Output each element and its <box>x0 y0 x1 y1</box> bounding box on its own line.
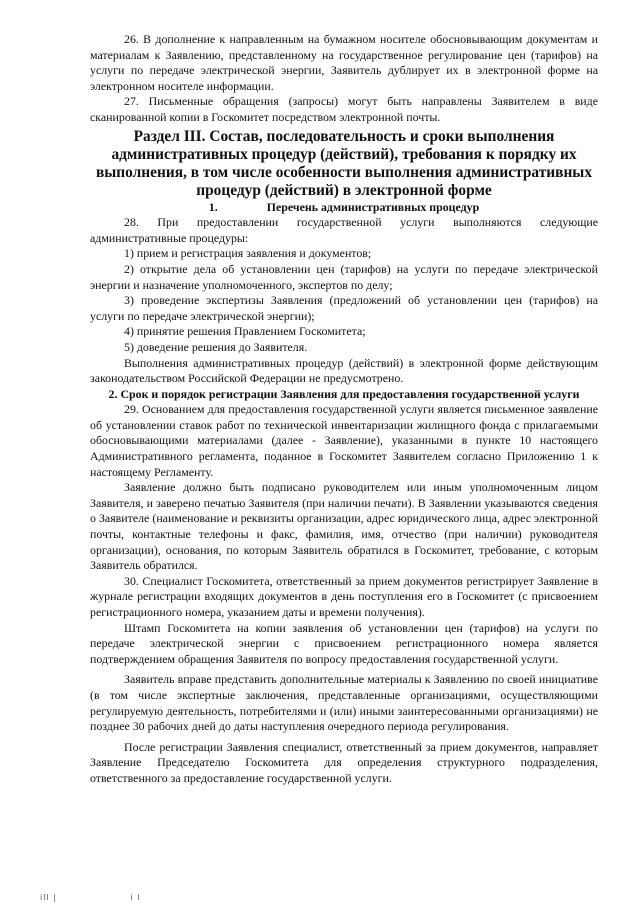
list-item-4: 4) принятие решения Правлением Госкомитета; <box>124 324 366 339</box>
paragraph-29: 29. Основанием для предоставления государственной услуги является письменное заявление об установлении ставок работ по технической инвентаризации жилищного фонда с прилагаемыми обосновывающими материалами (далее - Заявление), указанными в пункте 10 настоящего Административного регламента, поданное в Госкомитет Заявителем согласно Приложению 1 к настоящему Регламенту. <box>90 402 598 479</box>
scan-mark-right: i l <box>130 893 141 902</box>
subsection-2-title: 2. Срок и порядок регистрации Заявления для предоставления государственной услуги <box>108 386 580 401</box>
subsection-1-title: Перечень административных процедур <box>266 199 480 214</box>
paragraph-28: 28. При предоставлении государственной услуги выполняются следующие административные процедуры: <box>90 215 598 245</box>
paragraph-30-stamp: Штамп Госкомитета на копии заявления об установлении цен (тарифов) на услуги по передаче электрической энергии с присвоением регистрационного номера является подтверждением обращения Заявителя по вопросу предоставления государственной услуги. <box>90 620 598 666</box>
list-item-3: 3) проведение экспертизы Заявления (предложений об установлении цен (тарифов) на услуги по передаче электрической энергии); <box>90 293 598 323</box>
document-page <box>90 32 598 787</box>
list-item-2: 2) открытие дела об установлении цен (тарифов) на услуги по передаче электрической энергии и назначение уполномоченного, экспертов по делу; <box>90 261 598 292</box>
list-item-1: 1) прием и регистрация заявления и документов; <box>124 246 372 261</box>
paragraph-27: 27. Письменные обращения (запросы) могут быть направлены Заявителем в виде сканированной копии в Госкомитет посредством электронной почты. <box>90 94 598 124</box>
paragraph-26: 26. В дополнение к направленным на бумажном носителе обосновывающим документам и материалам к Заявлению, представленному на государственное регулирование цен (тарифов) на услуги по передаче электрической энергии, Заявитель дублирует их в электронной форме на электронном носителе информации. <box>90 32 598 93</box>
paragraph-28-note: Выполнения административных процедур (действий) в электронной форме действующим законодательством Российской Федерации не предусмотрено. <box>90 355 598 386</box>
paragraph-29-details: Заявление должно быть подписано руководителем или иным уполномоченным лицом Заявителя, и заверено печатью Заявителя (при наличии печати). В Заявлении указываются сведения о Заявителе (наименование и реквизиты организации, адрес юридического лица, адрес электронной почты, контактные телефоны и факс, фамилия, имя, отчество (при наличии) руководителя организации), основания, по которым Заявитель обратился в Госкомитет, требование, с которым Заявитель обратился. <box>90 480 598 573</box>
scan-marks <box>40 893 210 902</box>
section-3-title: Раздел III. Состав, последовательность и сроки выполнения административных процедур (действий), требования к порядку их выполнения, в том числе особенности выполнения административных процедур (действий) в электронной форме <box>95 127 593 199</box>
list-item-5: 5) доведение решения до Заявителя. <box>124 339 308 354</box>
paragraph-30-routing: После регистрации Заявления специалист, ответственный за прием документов, направляет Заявление Председателю Госкомитета для определения структурного подразделения, ответственного за предоставление государственной услуги. <box>90 739 598 785</box>
subsection-1-number: 1. <box>208 199 218 214</box>
paragraph-30: 30. Специалист Госкомитета, ответственный за прием документов регистрирует Заявление в журнале регистрации входящих документов в день поступления его в Госкомитет (с присвоением регистрационного номера, указанием даты и времени получения). <box>90 573 598 619</box>
scan-mark-left: ill | <box>40 893 57 902</box>
paragraph-30-additional: Заявитель вправе представить дополнительные материалы к Заявлению по своей инициативе (в том числе экспертные заключения, представленные организациями, осуществляющими регулируемую деятельность, потребителями и (или) иными заинтересованными организациями) не позднее 30 рабочих дней до даты наступления очередного периода регулирования. <box>90 672 598 734</box>
subsection-1-heading <box>90 200 598 216</box>
